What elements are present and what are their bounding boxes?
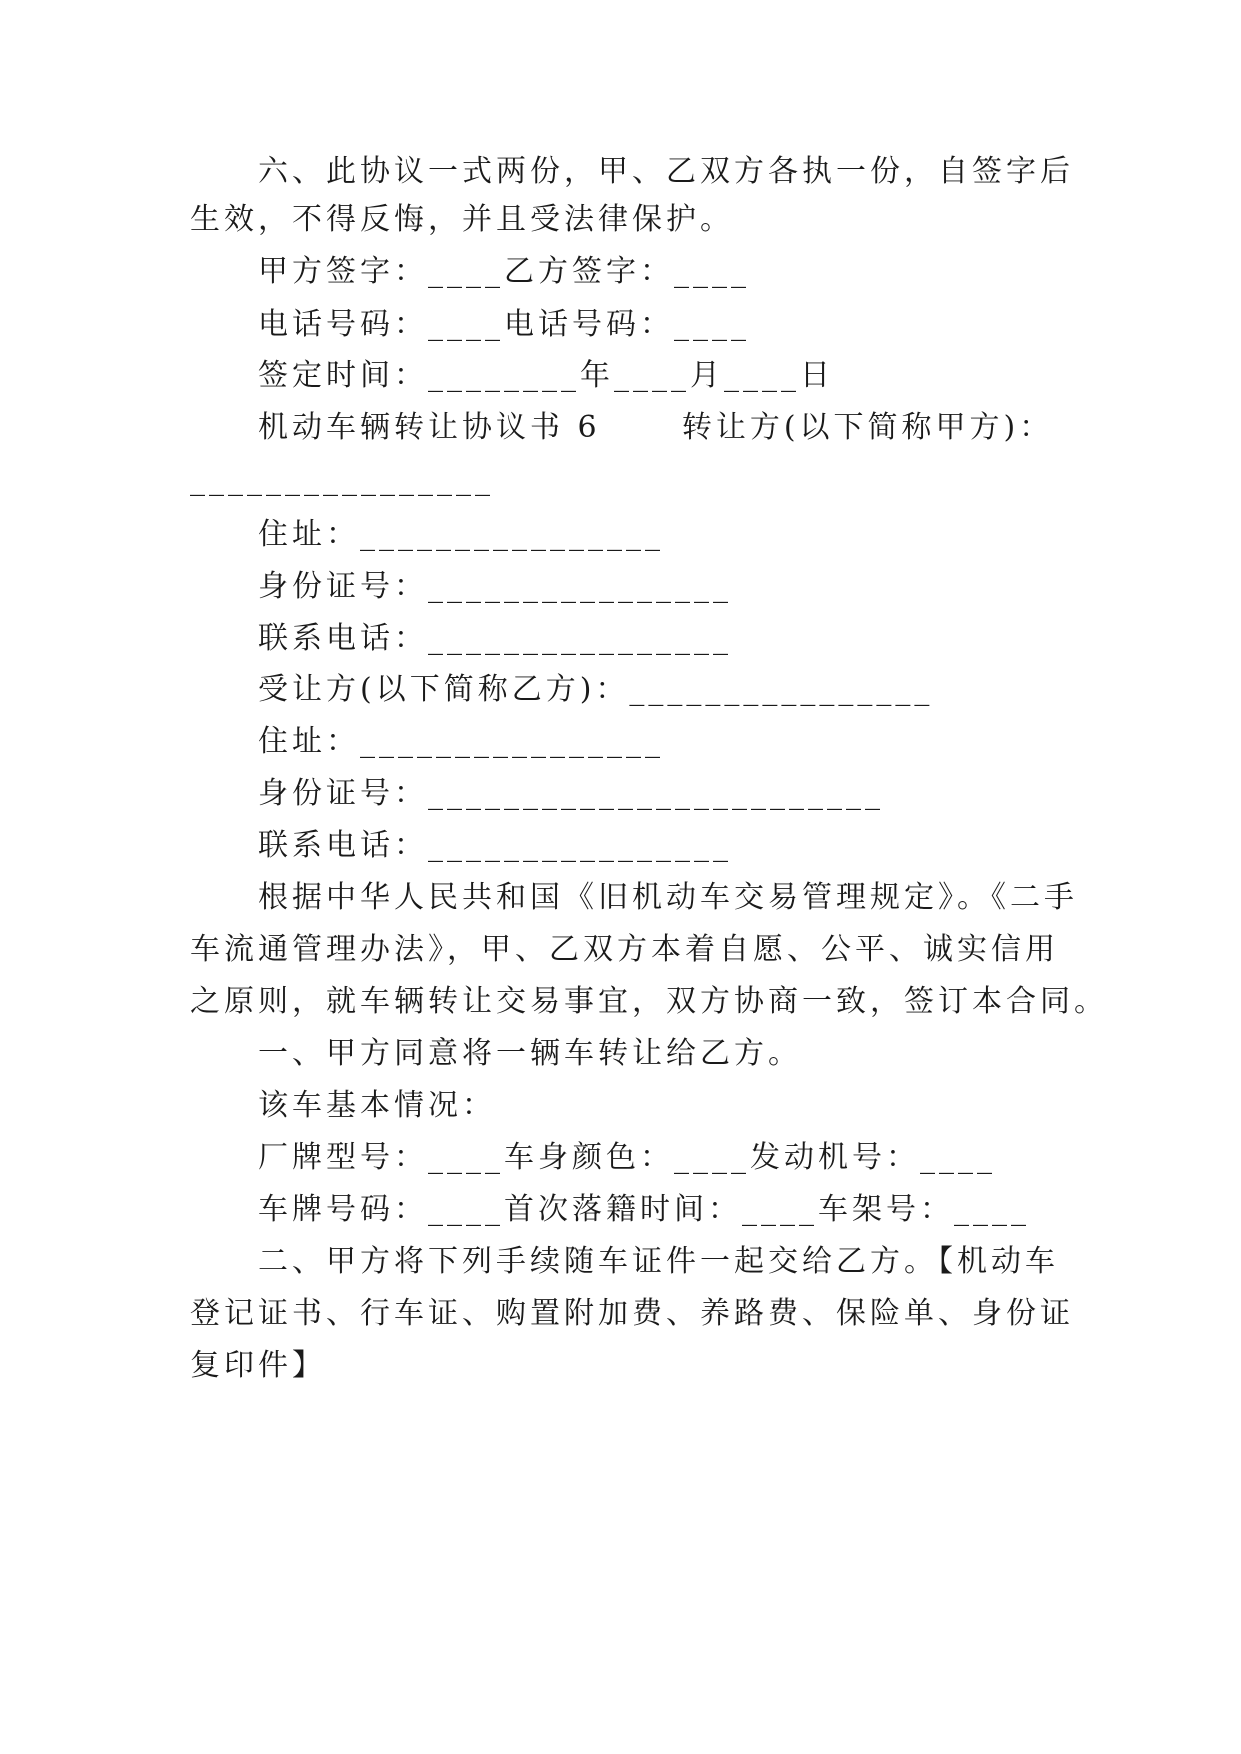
- vehicle-plate-line: 车牌号码：____首次落籍时间：____车架号：____: [258, 1192, 1030, 1227]
- transferee-address: 住址：________________: [258, 724, 664, 759]
- clause-two-line-2: 登记证书、行车证、购置附加费、养路费、保险单、身份证: [190, 1296, 1074, 1331]
- phone-line: 电话号码：____电话号码：____: [258, 307, 750, 342]
- clause-two-line-3: 复印件】: [190, 1348, 326, 1383]
- preamble-line-2: 车流通管理办法》，甲、乙双方本着自愿、公平、诚实信用: [190, 932, 1059, 967]
- clause-six-line-1: 六、此协议一式两份，甲、乙双方各执一份，自签字后: [258, 154, 1074, 189]
- signature-line: 甲方签字：____乙方签字：____: [258, 254, 750, 289]
- preamble-line-3: 之原则，就车辆转让交易事宜，双方协商一致，签订本合同。: [190, 984, 1108, 1019]
- vehicle-model-line: 厂牌型号：____车身颜色：____发动机号：____: [258, 1140, 996, 1175]
- sign-date-line: 签定时间：________年____月____日: [258, 358, 834, 393]
- clause-two-line-1: 二、甲方将下列手续随车证件一起交给乙方。【机动车: [258, 1244, 1059, 1279]
- clause-six-line-2: 生效，不得反悔，并且受法律保护。: [190, 202, 734, 237]
- agreement-title-line: 机动车辆转让协议书 6 转让方(以下简称甲方)：: [258, 410, 1054, 445]
- preamble-line-1: 根据中华人民共和国《旧机动车交易管理规定》。《二手: [258, 880, 1078, 915]
- clause-one: 一、甲方同意将一辆车转让给乙方。: [258, 1036, 802, 1071]
- transferor-address: 住址：________________: [258, 517, 664, 552]
- transferee-id: 身份证号：________________________: [258, 776, 884, 811]
- vehicle-info-heading: 该车基本情况：: [258, 1088, 496, 1123]
- transferee-line: 受让方(以下简称乙方)：________________: [258, 672, 934, 707]
- transferor-blank: ________________: [190, 462, 494, 497]
- transferor-phone: 联系电话：________________: [258, 621, 732, 656]
- transferee-phone: 联系电话：________________: [258, 828, 732, 863]
- transferor-id: 身份证号：________________: [258, 569, 732, 604]
